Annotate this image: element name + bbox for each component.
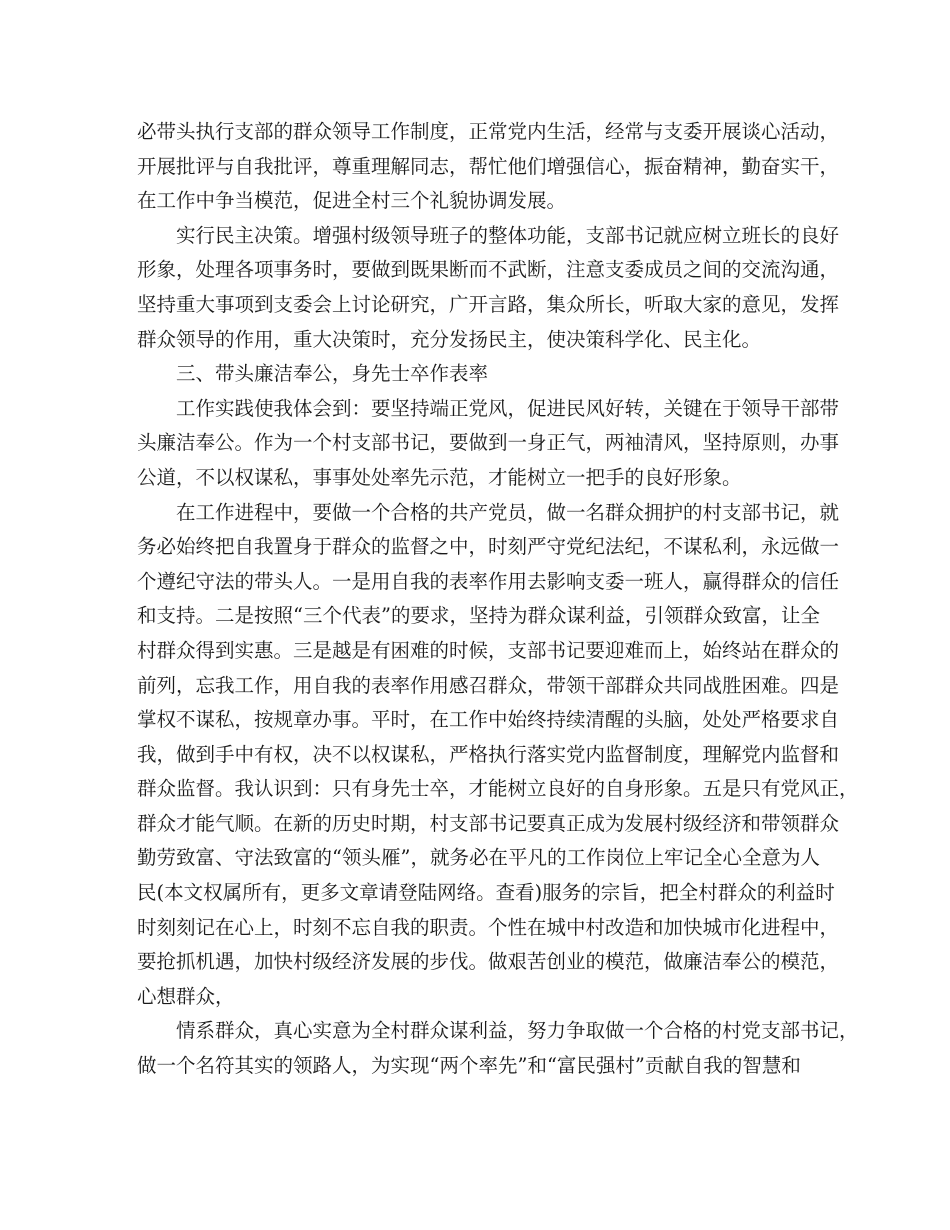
text-line: 群众才能气顺。在新的历史时期，村支部书记要真正成为发展村级经济和带领群众 <box>137 811 840 835</box>
text-line: 公道，不以权谋私，事事处处率先示范，才能树立一把手的良好形象。 <box>137 465 742 489</box>
text-line: 实行民主决策。增强村级领导班子的整体功能，支部书记就应树立班长的良好 <box>176 223 840 247</box>
text-line: 形象，处理各项事务时，要做到既果断而不武断，注意支委成员之间的交流沟通， <box>137 258 840 282</box>
text-line: 在工作进程中，要做一个合格的共产党员，做一名群众拥护的村支部书记，就 <box>176 500 840 524</box>
text-line: 时刻刻记在心上，时刻不忘自我的职责。个性在城中村改造和加快城市化进程中， <box>137 915 840 939</box>
text-line: 要抢抓机遇，加快村级经济发展的步伐。做艰苦创业的模范，做廉洁奉公的模范， <box>137 950 840 974</box>
text-line: 群众领导的作用，重大决策时，充分发扬民主，使决策科学化、民主化。 <box>137 327 762 351</box>
text-line: 村群众得到实惠。三是越是有困难的时候，支部书记要迎难而上，始终站在群众的 <box>137 638 840 662</box>
text-line: 做一个名符其实的领路人，为实现“两个率先”和“富民强村”贡献自我的智慧和 <box>137 1054 801 1078</box>
text-line: 必带头执行支部的群众领导工作制度，正常党内生活，经常与支委开展谈心活动， <box>137 120 840 143</box>
body-text <box>137 115 859 1084</box>
text-line: 我，做到手中有权，决不以权谋私，严格执行落实党内监督制度，理解党内监督和 <box>137 742 840 766</box>
text-line: 心想群众， <box>137 984 235 1008</box>
text-line: 前列，忘我工作，用自我的表率作用感召群众，带领干部群众共同战胜困难。四是 <box>137 673 840 697</box>
text-line: 头廉洁奉公。作为一个村支部书记，要做到一身正气，两袖清风，坚持原则，办事 <box>137 431 840 455</box>
text-line: 务必始终把自我置身于群众的监督之中，时刻严守党纪法纪，不谋私利，永远做一 <box>137 535 840 559</box>
text-line: 勤劳致富、守法致富的“领头雁”，就务必在平凡的工作岗位上牢记全心全意为人 <box>137 846 820 870</box>
text-line: 情系群众，真心实意为全村群众谋利益，努力争取做一个合格的村党支部书记， <box>176 1019 859 1043</box>
text-line: 三、带头廉洁奉公，身先士卒作表率 <box>176 362 489 386</box>
text-line: 和支持。二是按照“三个代表”的要求，坚持为群众谋利益，引领群众致富，让全 <box>137 604 820 628</box>
text-line: 掌权不谋私，按规章办事。平时，在工作中始终持续清醒的头脑，处处严格要求自 <box>137 708 840 732</box>
text-line: 个遵纪守法的带头人。一是用自我的表率作用去影响支委一班人，赢得群众的信任 <box>137 569 840 593</box>
text-line: 工作实践使我体会到：要坚持端正党风，促进民风好转，关键在于领导干部带 <box>176 396 840 420</box>
text-line: 民(本文权属所有，更多文章请登陆网络。查看)服务的宗旨，把全村群众的利益时 <box>137 881 835 905</box>
text-line: 坚持重大事项到支委会上讨论研究，广开言路，集众所长，听取大家的意见，发挥 <box>137 292 840 316</box>
text-line: 在工作中争当模范，促进全村三个礼貌协调发展。 <box>137 189 567 213</box>
text-line: 群众监督。我认识到：只有身先士卒，才能树立良好的自身形象。五是只有党风正， <box>137 777 859 801</box>
text-line: 开展批评与自我批评，尊重理解同志，帮忙他们增强信心，振奋精神，勤奋实干， <box>137 154 840 178</box>
